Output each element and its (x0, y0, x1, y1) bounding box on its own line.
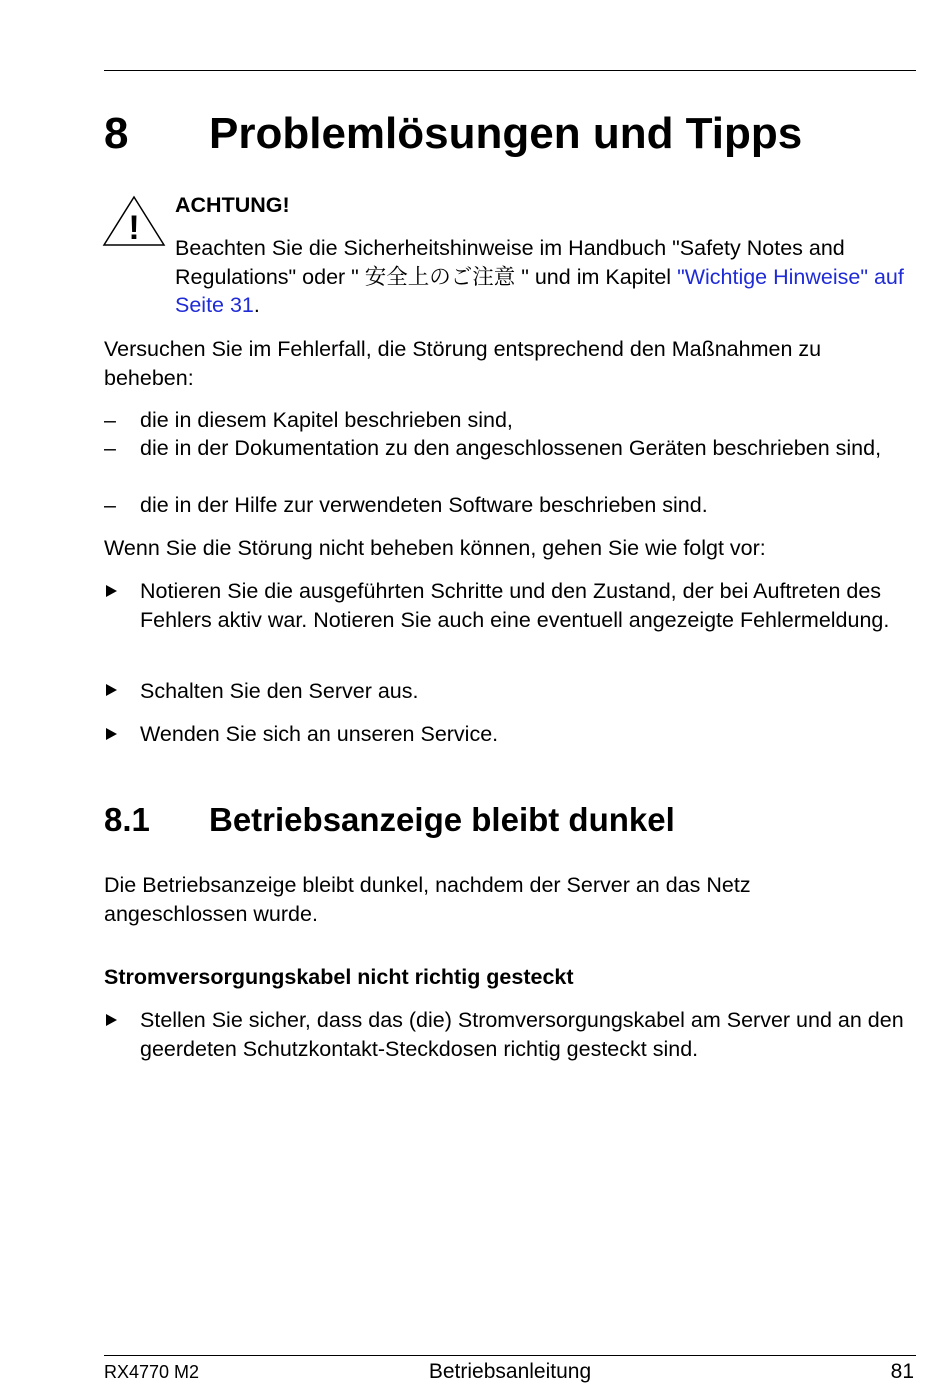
section-number: 8.1 (104, 801, 150, 838)
warning-text-before: Beachten Sie die Sicherheitshinweise im Handbuch "Safety Notes and Regulations" oder " 安全上のご注意 " und im Kapitel (175, 236, 845, 289)
top-rule (104, 70, 916, 71)
step-arrow-icon (106, 728, 117, 740)
step-arrow-icon (106, 1014, 117, 1026)
warning-text (175, 234, 920, 320)
footer-model: RX4770 M2 (104, 1362, 200, 1382)
warning-text-after: . (253, 293, 260, 317)
warning-triangle-icon (102, 195, 166, 249)
chapter-number: 8 (104, 109, 129, 158)
step-item: Wenden Sie sich an unseren Service. (140, 722, 499, 746)
dash-marker: – (104, 408, 116, 432)
dash-marker: – (104, 493, 116, 517)
footer-page-number: 81 (890, 1360, 914, 1383)
section-subheading: Stromversorgungskabel nicht richtig gesteckt (104, 965, 574, 989)
chapter-title: Problemlösungen und Tipps (209, 109, 803, 158)
unresolved-paragraph: Wenn Sie die Störung nicht beheben können, gehen Sie wie folgt vor: (104, 536, 766, 560)
dash-list-item: die in diesem Kapitel beschrieben sind, (140, 408, 513, 432)
svg-text:!: ! (128, 209, 140, 247)
dash-marker: – (104, 436, 116, 460)
footer-rule (104, 1355, 916, 1356)
section-paragraph: Die Betriebsanzeige bleibt dunkel, nachdem der Server an das Netz angeschlossen wurde. (104, 873, 751, 926)
step-arrow-icon (106, 684, 117, 696)
step-item: Notieren Sie die ausgeführten Schritte und den Zustand, der bei Auftreten des Fehlers aktiv war. Notieren Sie auch eine eventuell angezeigte Fehlermeldung. (140, 579, 890, 632)
intro-paragraph: Versuchen Sie im Fehlerfall, die Störung entsprechend den Maßnahmen zu beheben: (104, 337, 822, 390)
step-item: Stellen Sie sicher, dass das (die) Stromversorgungskabel am Server und an den geerdeten Schutzkontakt-Steckdosen richtig gesteckt sind. (140, 1008, 904, 1061)
warning-page-link[interactable]: "Wichtige Hinweise" auf Seite 31 (175, 264, 904, 317)
step-item: Schalten Sie den Server aus. (140, 679, 419, 703)
footer-doc-title: Betriebsanleitung (428, 1360, 592, 1383)
section-title: Betriebsanzeige bleibt dunkel (209, 801, 675, 838)
dash-list-item: die in der Hilfe zur verwendeten Software beschrieben sind. (140, 493, 708, 517)
warning-heading: ACHTUNG! (175, 193, 290, 217)
dash-list-item: die in der Dokumentation zu den angeschlossenen Geräten beschrieben sind, (140, 436, 882, 460)
step-arrow-icon (106, 585, 117, 597)
